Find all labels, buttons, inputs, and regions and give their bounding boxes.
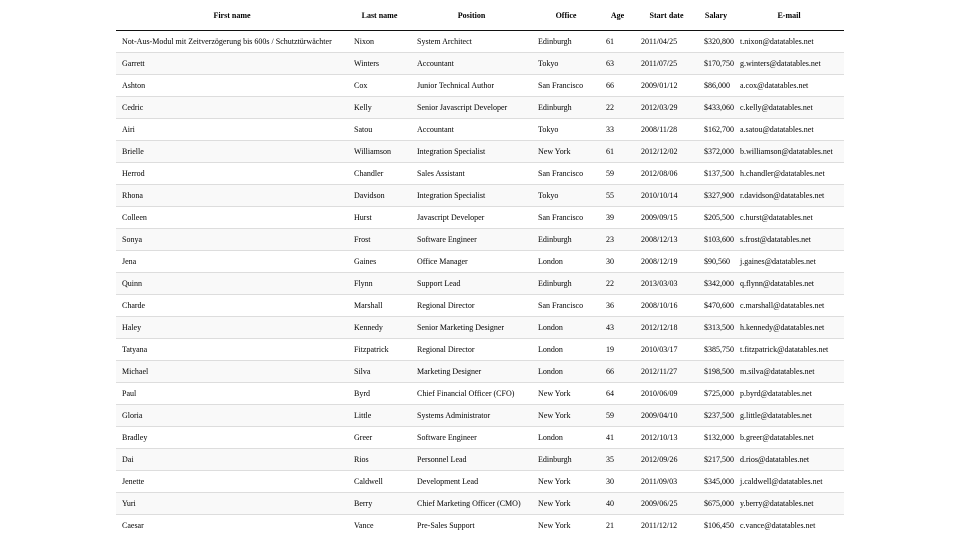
cell-office: San Francisco [532, 163, 600, 185]
cell-position: Regional Director [411, 295, 532, 317]
cell-email: q.flynn@datatables.net [734, 273, 844, 295]
cell-start-date: 2012/09/26 [635, 449, 698, 471]
cell-email: a.satou@datatables.net [734, 119, 844, 141]
cell-last-name: Silva [348, 361, 411, 383]
cell-email: b.williamson@datatables.net [734, 141, 844, 163]
cell-office: Edinburgh [532, 229, 600, 251]
cell-office: London [532, 427, 600, 449]
table-row [116, 383, 844, 405]
cell-position: Accountant [411, 119, 532, 141]
cell-first-name: Yuri [116, 493, 348, 515]
table-row [116, 141, 844, 163]
cell-last-name: Caldwell [348, 471, 411, 493]
table-row [116, 361, 844, 383]
cell-position: Software Engineer [411, 229, 532, 251]
cell-start-date: 2012/12/18 [635, 317, 698, 339]
cell-salary: $470,600 [698, 295, 734, 317]
cell-start-date: 2008/10/16 [635, 295, 698, 317]
cell-first-name: Sonya [116, 229, 348, 251]
column-header-age[interactable]: Age [600, 0, 635, 31]
cell-salary: $170,750 [698, 53, 734, 75]
cell-start-date: 2012/08/06 [635, 163, 698, 185]
column-header-start-date[interactable]: Start date [635, 0, 698, 31]
column-header-salary[interactable]: Salary [698, 0, 734, 31]
cell-start-date: 2008/12/19 [635, 251, 698, 273]
table-row [116, 251, 844, 273]
cell-position: Personnel Lead [411, 449, 532, 471]
cell-office: New York [532, 471, 600, 493]
cell-position: Javascript Developer [411, 207, 532, 229]
cell-position: Marketing Designer [411, 361, 532, 383]
cell-email: y.berry@datatables.net [734, 493, 844, 515]
table-row [116, 273, 844, 295]
table-row [116, 449, 844, 471]
table-row [116, 185, 844, 207]
cell-start-date: 2011/04/25 [641, 37, 678, 46]
cell-first-name: Caesar [116, 515, 348, 537]
cell-age: 61 [606, 37, 614, 46]
cell-first-name: Bradley [116, 427, 348, 449]
cell-last-name: Greer [348, 427, 411, 449]
cell-start-date: 2013/03/03 [635, 273, 698, 295]
column-header-first-name[interactable]: First name [116, 0, 348, 31]
cell-office: New York [532, 383, 600, 405]
cell-start-date: 2009/04/10 [635, 405, 698, 427]
cell-email: p.byrd@datatables.net [734, 383, 844, 405]
cell-first-name: Tatyana [116, 339, 348, 361]
cell-email: h.chandler@datatables.net [734, 163, 844, 185]
cell-email: b.greer@datatables.net [734, 427, 844, 449]
cell-position: Development Lead [411, 471, 532, 493]
cell-position: Chief Financial Officer (CFO) [411, 383, 532, 405]
cell-last-name: Flynn [348, 273, 411, 295]
cell-email: c.kelly@datatables.net [734, 97, 844, 119]
cell-first-name: Herrod [116, 163, 348, 185]
cell-position: Systems Administrator [411, 405, 532, 427]
table-row [116, 97, 844, 119]
table-row [116, 515, 844, 537]
cell-age: 21 [600, 515, 635, 537]
table-row [116, 427, 844, 449]
cell-last-name: Davidson [348, 185, 411, 207]
cell-start-date: 2012/10/13 [635, 427, 698, 449]
cell-salary: $217,500 [698, 449, 734, 471]
cell-salary: $237,500 [698, 405, 734, 427]
cell-start-date: 2010/03/17 [635, 339, 698, 361]
cell-age: 41 [600, 427, 635, 449]
cell-age: 66 [600, 75, 635, 97]
cell-age: 40 [600, 493, 635, 515]
cell-salary: $342,000 [698, 273, 734, 295]
cell-salary: $313,500 [698, 317, 734, 339]
cell-start-date: 2009/09/15 [635, 207, 698, 229]
cell-last-name: Rios [348, 449, 411, 471]
cell-start-date: 2011/12/12 [635, 515, 698, 537]
table-body [116, 31, 844, 537]
cell-start-date: 2010/10/14 [635, 185, 698, 207]
column-header-email[interactable]: E-mail [734, 0, 844, 31]
cell-email: j.gaines@datatables.net [734, 251, 844, 273]
cell-start-date: 2012/03/29 [635, 97, 698, 119]
cell-start-date: 2011/07/25 [635, 53, 698, 75]
cell-email: c.hurst@datatables.net [734, 207, 844, 229]
cell-last-name: Hurst [348, 207, 411, 229]
cell-last-name: Frost [348, 229, 411, 251]
cell-first-name: Paul [116, 383, 348, 405]
cell-office: London [532, 317, 600, 339]
cell-office: San Francisco [532, 207, 600, 229]
cell-office: Edinburgh [532, 449, 600, 471]
table-row [116, 317, 844, 339]
cell-office: Edinburgh [538, 37, 572, 46]
cell-salary: $372,000 [698, 141, 734, 163]
table-row [116, 31, 844, 53]
cell-age: 39 [600, 207, 635, 229]
cell-last-name: Marshall [348, 295, 411, 317]
cell-age: 59 [600, 405, 635, 427]
table-row [116, 163, 844, 185]
cell-salary: $137,500 [698, 163, 734, 185]
cell-last-name: Cox [348, 75, 411, 97]
employee-table [116, 0, 844, 536]
table-row [116, 53, 844, 75]
cell-last-name: Kennedy [348, 317, 411, 339]
cell-last-name: Byrd [348, 383, 411, 405]
table-header-row [116, 0, 844, 31]
cell-position: Chief Marketing Officer (CMO) [411, 493, 532, 515]
cell-position: Integration Specialist [411, 141, 532, 163]
cell-age: 23 [600, 229, 635, 251]
table-row [116, 119, 844, 141]
cell-last-name: Chandler [348, 163, 411, 185]
cell-salary: $433,060 [698, 97, 734, 119]
cell-position: Accountant [411, 53, 532, 75]
cell-email: h.kennedy@datatables.net [734, 317, 844, 339]
cell-first-name: Gloria [116, 405, 348, 427]
cell-start-date: 2009/06/25 [635, 493, 698, 515]
cell-email: a.cox@datatables.net [734, 75, 844, 97]
column-header-position[interactable]: Position [411, 0, 532, 31]
cell-email: c.vance@datatables.net [734, 515, 844, 537]
cell-salary: $320,800 [704, 37, 734, 46]
cell-first-name: Airi [116, 119, 348, 141]
cell-position: Software Engineer [411, 427, 532, 449]
cell-age: 64 [600, 383, 635, 405]
cell-salary: $385,750 [698, 339, 734, 361]
cell-first-name: Quinn [116, 273, 348, 295]
cell-office: Tokyo [532, 185, 600, 207]
cell-start-date: 2012/12/02 [635, 141, 698, 163]
cell-email: c.marshall@datatables.net [734, 295, 844, 317]
cell-last-name: Nixon [354, 37, 374, 46]
cell-salary: $106,450 [698, 515, 734, 537]
cell-last-name: Kelly [348, 97, 411, 119]
cell-age: 63 [600, 53, 635, 75]
cell-email: d.rios@datatables.net [734, 449, 844, 471]
cell-office: San Francisco [532, 75, 600, 97]
cell-position: Pre-Sales Support [411, 515, 532, 537]
cell-age: 59 [600, 163, 635, 185]
cell-first-name: Ashton [116, 75, 348, 97]
cell-position: Regional Director [411, 339, 532, 361]
cell-age: 55 [600, 185, 635, 207]
table-row [116, 75, 844, 97]
cell-first-name: Jenette [116, 471, 348, 493]
cell-start-date: 2012/11/27 [635, 361, 698, 383]
column-header-office[interactable]: Office [532, 0, 600, 31]
cell-office: Edinburgh [532, 97, 600, 119]
cell-office: New York [532, 493, 600, 515]
cell-salary: $675,000 [698, 493, 734, 515]
cell-start-date: 2008/12/13 [635, 229, 698, 251]
table-row [116, 295, 844, 317]
table-row [116, 405, 844, 427]
cell-office: London [532, 361, 600, 383]
cell-first-name: Charde [116, 295, 348, 317]
cell-age: 22 [600, 97, 635, 119]
cell-last-name: Gaines [348, 251, 411, 273]
cell-first-name: Michael [116, 361, 348, 383]
cell-age: 30 [600, 471, 635, 493]
cell-age: 33 [600, 119, 635, 141]
table-row [116, 471, 844, 493]
cell-first-name: Garrett [116, 53, 348, 75]
cell-position: Office Manager [411, 251, 532, 273]
cell-start-date: 2008/11/28 [635, 119, 698, 141]
cell-start-date: 2010/06/09 [635, 383, 698, 405]
cell-last-name: Winters [348, 53, 411, 75]
cell-position: Sales Assistant [411, 163, 532, 185]
cell-last-name: Little [348, 405, 411, 427]
cell-email: m.silva@datatables.net [734, 361, 844, 383]
cell-last-name: Williamson [348, 141, 411, 163]
cell-last-name: Berry [348, 493, 411, 515]
cell-salary: $90,560 [698, 251, 734, 273]
cell-last-name: Satou [348, 119, 411, 141]
data-table-container [116, 0, 844, 540]
cell-age: 30 [600, 251, 635, 273]
cell-email: r.davidson@datatables.net [734, 185, 844, 207]
cell-office: Tokyo [532, 119, 600, 141]
cell-position: System Architect [417, 37, 472, 46]
cell-email: t.nixon@datatables.net [740, 37, 814, 46]
table-row [116, 207, 844, 229]
cell-last-name: Fitzpatrick [348, 339, 411, 361]
cell-position: Junior Technical Author [411, 75, 532, 97]
cell-email: s.frost@datatables.net [734, 229, 844, 251]
table-header [116, 0, 844, 31]
cell-salary: $205,500 [698, 207, 734, 229]
cell-salary: $725,000 [698, 383, 734, 405]
cell-start-date: 2011/09/03 [635, 471, 698, 493]
cell-last-name: Vance [348, 515, 411, 537]
table-row [116, 493, 844, 515]
cell-office: New York [532, 141, 600, 163]
cell-email: j.caldwell@datatables.net [734, 471, 844, 493]
cell-position: Integration Specialist [411, 185, 532, 207]
cell-salary: $103,600 [698, 229, 734, 251]
cell-office: New York [532, 515, 600, 537]
cell-first-name: Dai [116, 449, 348, 471]
cell-office: London [532, 339, 600, 361]
cell-age: 43 [600, 317, 635, 339]
cell-first-name: Haley [116, 317, 348, 339]
cell-position: Senior Javascript Developer [411, 97, 532, 119]
cell-salary: $162,700 [698, 119, 734, 141]
table-row [116, 339, 844, 361]
cell-first-name: Brielle [116, 141, 348, 163]
cell-email: g.winters@datatables.net [734, 53, 844, 75]
cell-first-name: Colleen [116, 207, 348, 229]
cell-office: Tokyo [532, 53, 600, 75]
column-header-last-name[interactable]: Last name [348, 0, 411, 31]
cell-age: 22 [600, 273, 635, 295]
cell-office: London [532, 251, 600, 273]
cell-age: 19 [600, 339, 635, 361]
table-row [116, 229, 844, 251]
cell-salary: $132,000 [698, 427, 734, 449]
cell-first-name: Jena [116, 251, 348, 273]
cell-position: Senior Marketing Designer [411, 317, 532, 339]
cell-office: Edinburgh [532, 273, 600, 295]
cell-first-name: Rhona [116, 185, 348, 207]
cell-office: New York [532, 405, 600, 427]
cell-first-name: Cedric [116, 97, 348, 119]
cell-age: 36 [600, 295, 635, 317]
cell-salary: $327,900 [698, 185, 734, 207]
cell-salary: $345,000 [698, 471, 734, 493]
cell-salary: $198,500 [698, 361, 734, 383]
cell-age: 66 [600, 361, 635, 383]
cell-office: San Francisco [532, 295, 600, 317]
cell-age: 35 [600, 449, 635, 471]
cell-age: 61 [600, 141, 635, 163]
cell-first-name: Not-Aus-Modul mit Zeitverzögerung bis 600s / Schutztürwächter [122, 37, 332, 46]
cell-email: t.fitzpatrick@datatables.net [734, 339, 844, 361]
cell-position: Support Lead [411, 273, 532, 295]
cell-email: g.little@datatables.net [734, 405, 844, 427]
cell-start-date: 2009/01/12 [635, 75, 698, 97]
cell-salary: $86,000 [698, 75, 734, 97]
